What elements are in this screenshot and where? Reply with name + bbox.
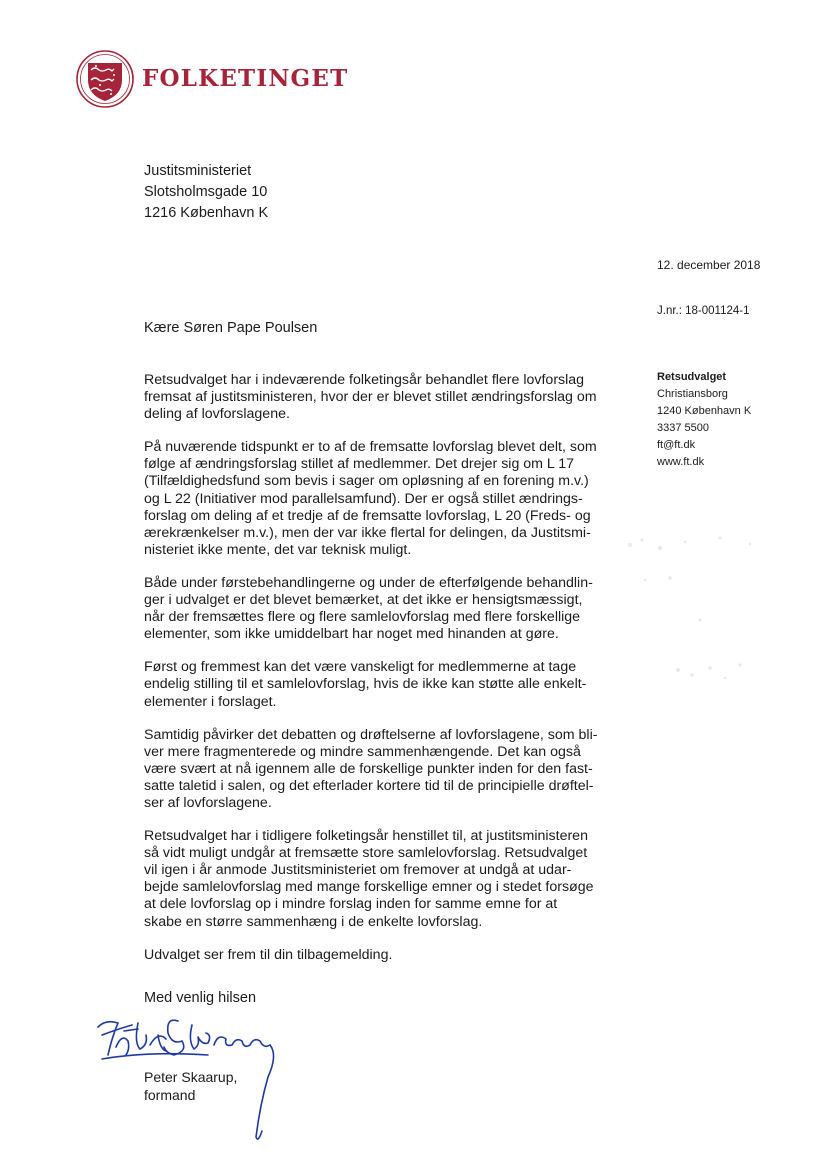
body-paragraph: Både under førstebehandlingerne og under de efterfølgende behandlin- ger i udvalget er det blevet bemærket, at det ikke er hensigtsmæssigt, når der fremsættes flere og flere samlelovforslag med flere forskellige elementer, som ikke umiddelbart har noget med hinanden at gøre. [144,574,593,643]
letter-body [144,372,614,980]
recipient-line: Slotsholmsgade 10 [144,184,268,200]
signer-name: Peter Skaarup, [144,1069,238,1085]
recipient-line: 1216 København K [144,205,269,221]
sender-line: 1240 København K [657,405,752,417]
brand-wordmark: FOLKETINGET [142,65,349,92]
sender-website: www.ft.dk [657,456,705,468]
body-paragraph: Først og fremmest kan det være vanskeligt for medlemmerne at tage endelig stilling til et samlelovforslag, hvis de ikke kan støtte alle enkelt- elementer i forslaget. [144,659,587,710]
body-paragraph: Samtidig påvirker det debatten og drøftelserne af lovforslagene, som bli- ver mere fragmenterede og mindre sammenhængende. Det kan også være svært at nå igennem alle de forskellige punkter inden for den fast- satte taletid i salen, og det efterlader kortere tid til de principielle drøftel- ser af lovforslagene. [144,726,598,811]
journal-number: J.nr.: 18-001124-1 [657,305,750,317]
signer-title: formand [144,1087,196,1103]
sender-line: Christiansborg [657,388,728,400]
sender-block [657,369,751,471]
coat-of-arms-seal-icon [76,50,134,108]
sender-phone: 3337 5500 [657,422,709,434]
recipient-address [144,161,268,224]
handwritten-signature-icon [88,1005,288,1145]
recipient-line: Justitsministeriet [144,163,252,179]
sender-name: Retsudvalget [657,371,727,383]
closing-line: Med venlig hilsen [144,990,257,1006]
body-paragraph: Retsudvalget har i tidligere folketingsår henstillet til, at justitsministeren så vidt muligt undgår at fremsætte store samlelovforslag. Retsudvalget vil igen i år anmode Justitsministeriet om fremover at undgå at udar- bejde samlelovforslag med mange forskellige emner og i stedet forsøge at dele lovforslag op i mindre forslag inden for samme emne for at skabe en større sammenhæng i de enkelte lovforslag. [144,828,594,930]
sender-email: ft@ft.dk [657,439,696,451]
body-paragraph: På nuværende tidspunkt er to af de fremsatte lovforslag blevet delt, som følge af ændringsforslag stillet af medlemmer. Det drejer sig om L 17 (Tilfældighedsfund som bevis i sager om opløsning af en forening m.v.) og L 22 (Initiativer mod parallelsamfund). Der er også stillet ændrings- forslag om deling af et tredje af de fremsatte lovforslag, L 20 (Freds- og ærekrænkelser m.v.), men der var ikke flertal for delingen, da Justitsmi- nisteriet ikke mente, det var teknisk muligt. [144,439,597,558]
salutation: Kære Søren Pape Poulsen [144,320,318,336]
letter-date: 12. december 2018 [657,258,761,272]
body-paragraph: Udvalget ser frem til din tilbagemelding. [144,946,393,963]
scan-smudge [600,500,800,720]
body-paragraph: Retsudvalget har i indeværende folketingsår behandlet flere lovforslag fremsat af justitsministeren, hvor der er blevet stillet ændringsforslag om deling af lovforslagene. [144,372,597,423]
